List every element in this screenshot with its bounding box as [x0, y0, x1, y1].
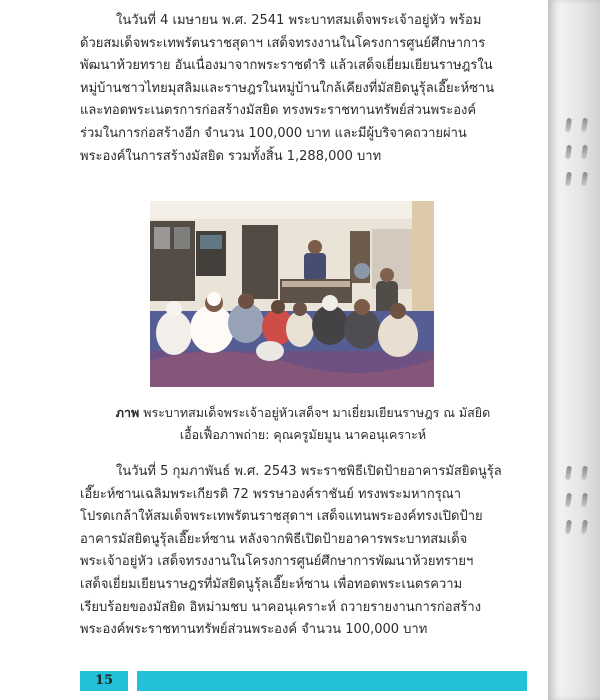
notebook-spine: [548, 0, 600, 700]
binding-ring-icon: [581, 493, 588, 508]
text-line: ในวันที่ 4 เมษายน พ.ศ. 2541 พระบาทสมเด็จพระเจ้าอยู่หัว พร้อม: [116, 13, 482, 28]
caption-text: พระบาทสมเด็จพระเจ้าอยู่หัวเสด็จฯ มาเยี่ยมเยียนราษฎร ณ มัสยิด: [143, 405, 491, 420]
caption-line-1: [80, 402, 526, 424]
text-line: พระเจ้าอยู่หัว เสด็จทรงงานในโครงการศูนย์ศึกษาการพัฒนาห้วยทรายฯ: [80, 554, 474, 570]
text-line: ในวันที่ 5 กุมภาพันธ์ พ.ศ. 2543 พระราชพิธีเปิดป้ายอาคารมัสยิดนูรุ้ล: [116, 464, 502, 479]
footer-bar: [137, 671, 527, 691]
binding-ring-icon: [565, 520, 572, 535]
caption-label: ภาพ: [115, 405, 140, 420]
binding-ring-icon: [581, 172, 588, 187]
text-line: ร่วมในการก่อสร้างอีก จำนวน 100,000 บาท และมีผู้บริจาคถวายผ่าน: [80, 125, 467, 141]
text-line: พัฒนาห้วยทราย อันเนื่องมาจากพระราชดำริ แล้วเสด็จเยี่ยมเยียนราษฎรใน: [80, 58, 493, 74]
royal-visit-photo: [150, 201, 434, 387]
text-line: ด้วยสมเด็จพระเทพรัตนราชสุดาฯ เสด็จทรงงานในโครงการศูนย์ศึกษาการ: [80, 35, 486, 51]
text-line: อาคารมัสยิดนูรุ้ลเอี๊ยะห์ซาน หลังจากพิธีเปิดป้ายอาคารพระบาทสมเด็จ: [80, 531, 468, 547]
text-line: หมู่บ้านชาวไทยมุสลิมและราษฎรในหมู่บ้านใกล้เคียงที่มัสยิดนูรุ้ลเอี๊ยะห์ซาน: [80, 80, 495, 96]
paragraph-1: [80, 10, 526, 168]
caption-credit: เอื้อเฟื้อภาพถ่าย: คุณครูมัยมูน นาคอนุเคราะห์: [179, 427, 427, 442]
text-line: เอี๊ยะห์ซานเฉลิมพระเกียรติ 72 พรรษาองค์ราชันย์ ทรงพระมหากรุณา: [80, 486, 462, 502]
binding-ring-icon: [581, 118, 588, 133]
photo-illustration: [150, 201, 434, 387]
binding-ring-icon: [581, 145, 588, 160]
text-line: เรียบร้อยของมัสยิด อิหม่ามชบ นาคอนุเคราะห์ ถวายรายงานการก่อสร้าง: [80, 599, 482, 615]
text-line: พระองค์พระราชทานทรัพย์ส่วนพระองค์ จำนวน 100,000 บาท: [80, 622, 428, 638]
binding-ring-icon: [565, 466, 572, 481]
binding-ring-icon: [565, 145, 572, 160]
binding-ring-icon: [581, 520, 588, 535]
binding-ring-icon: [565, 172, 572, 187]
text-line: เสด็จเยี่ยมเยียนราษฎรที่มัสยิดนูรุ้ลเอี๊ยะห์ซาน เพื่อทอดพระเนตรความ: [80, 576, 463, 592]
paragraph-2: [80, 461, 526, 642]
text-line: พระองค์ในการสร้างมัสยิด รวมทั้งสิ้น 1,288,000 บาท: [80, 148, 382, 164]
photo-caption: [80, 402, 526, 446]
binding-ring-icon: [565, 118, 572, 133]
text-line: โปรดเกล้าให้สมเด็จพระเทพรัตนราชสุดาฯ เสด็จแทนพระองค์ทรงเปิดป้าย: [80, 509, 483, 525]
binding-ring-icon: [565, 493, 572, 508]
binding-ring-icon: [581, 466, 588, 481]
text-line: และทอดพระเนตรการก่อสร้างมัสยิด ทรงพระราชทานทรัพย์ส่วนพระองค์: [80, 103, 477, 119]
page-number: 15: [80, 671, 128, 691]
